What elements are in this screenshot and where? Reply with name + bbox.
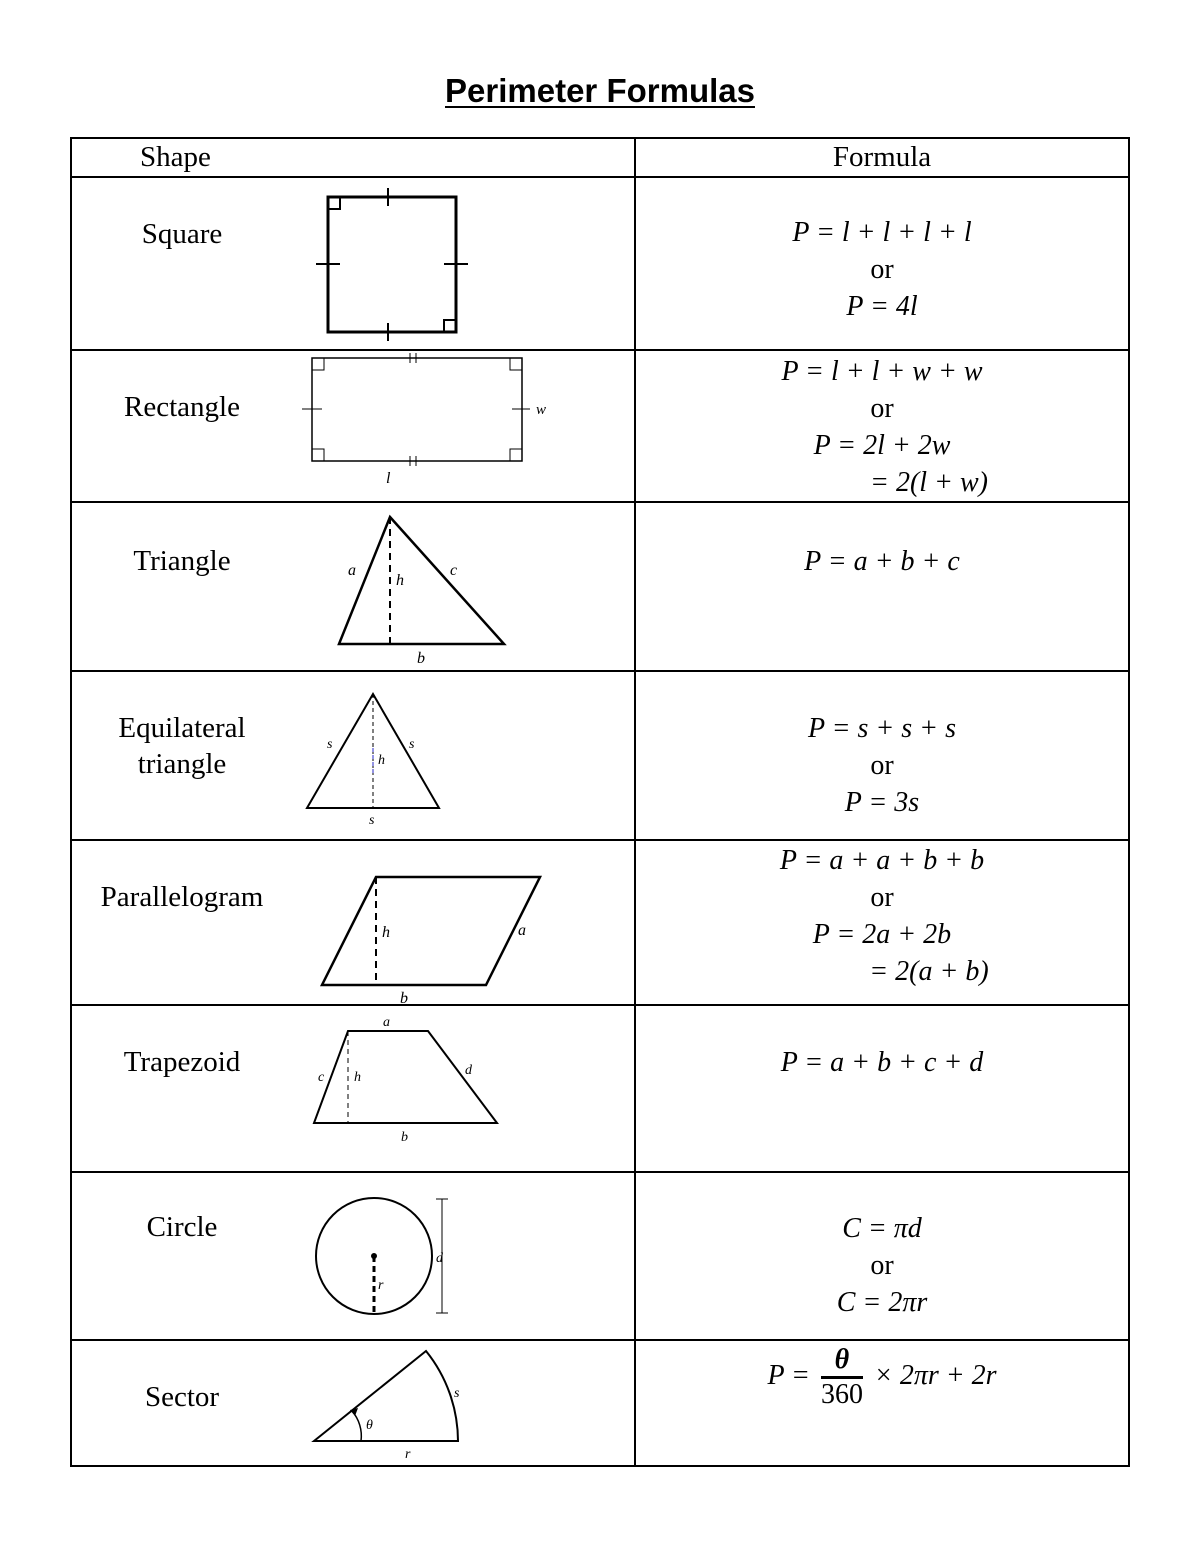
table-row [71,671,1129,840]
fraction-denominator: 360 [820,1379,863,1410]
shape-name: Rectangle [124,391,240,423]
table-row [71,840,1129,1005]
arc-s-label: s [454,1386,460,1401]
formula-line: P = s + s + s [808,713,956,744]
formula-cell [635,1340,1129,1466]
or-label: or [870,1250,894,1281]
formula-cell [635,840,1129,1005]
shape-name: Triangle [133,545,231,577]
side-c-label: c [318,1070,325,1085]
sector-figure [310,1345,480,1463]
base-s-label: s [369,813,375,828]
triangle-figure [332,513,512,668]
height-label: h [396,572,404,589]
table-row [71,350,1129,502]
or-label: or [870,750,894,781]
side-a-label: a [383,1015,390,1030]
shape-name: Square [141,218,223,250]
formula-line: P = a + a + b + b [779,845,985,876]
shape-column-header: Shape [71,138,635,177]
shape-cell [71,502,635,671]
side-b-label: b [417,650,425,667]
formula-line: P = 2l + 2w [813,430,951,461]
shape-cell [71,1005,635,1172]
formula-line: P = 3s [844,787,920,818]
formula-cell [635,350,1129,502]
formula-cell [635,1005,1129,1172]
side-a-label: a [348,562,356,579]
shape-cell [71,840,635,1005]
radius-label: r [378,1278,384,1293]
formula-line: P = a + b + c + d [780,1047,984,1078]
shape-cell [71,1172,635,1340]
shape-cell [71,1340,635,1466]
fraction-numerator: θ [821,1344,863,1379]
table-row [71,1340,1129,1466]
or-label: or [870,393,894,424]
shape-name: Circle [146,1211,218,1243]
parallelogram-figure [312,869,552,1007]
formula-lhs: P = [767,1359,810,1391]
length-label: l [386,470,391,487]
table-row [71,1005,1129,1172]
or-label: or [870,254,894,285]
shape-name: Sector [144,1381,220,1413]
height-label: h [354,1070,361,1085]
shape-cell [71,177,635,350]
shape-name: Parallelogram [100,881,264,913]
shape-name: Equilateral triangle [118,712,246,780]
side-s-label: s [327,737,333,752]
side-s-label: s [409,737,415,752]
shape-name: Trapezoid [123,1046,241,1078]
angle-label: θ [366,1418,373,1433]
formula-line: = 2(l + w) [870,467,988,498]
height-label: h [382,924,390,941]
table-row [71,502,1129,671]
formula-line: P = a + b + c [804,546,960,577]
formula-cell [635,671,1129,840]
side-d-label: d [465,1063,472,1078]
width-label: w [536,402,547,418]
side-a-label: a [518,922,526,939]
table-header-row [71,138,1129,177]
equilateral-triangle-figure [300,688,450,828]
diameter-label: d [436,1251,443,1266]
formula-line: P = 2a + 2b [812,919,952,950]
sector-formula [636,1341,1128,1411]
formula-rhs: × 2πr + 2r [873,1359,997,1391]
formula-column-header: Formula [635,138,1129,177]
side-b-label: b [401,1130,408,1145]
shape-cell [71,350,635,502]
formula-line: P = 4l [846,291,918,322]
formula-line: = 2(a + b) [869,956,989,987]
height-label: h [378,753,385,768]
formula-cell [635,1172,1129,1340]
rectangle-figure [300,353,560,489]
side-b-label: b [400,990,408,1007]
square-figure [310,188,470,348]
table-row [71,1172,1129,1340]
trapezoid-figure [306,1014,506,1154]
formula-line: P = l + l + w + w [781,356,983,387]
or-label: or [870,882,894,913]
formula-table [70,137,1130,1467]
formula-line: C = πd [842,1213,922,1244]
table-row [71,177,1129,350]
formula-cell [635,177,1129,350]
page-title: Perimeter Formulas [445,72,755,109]
formula-line: C = 2πr [836,1287,928,1318]
formula-cell [635,502,1129,671]
radius-label: r [405,1447,411,1462]
fraction [821,1344,863,1411]
formula-line: P = l + l + l + l [792,217,972,248]
circle-figure [310,1189,460,1323]
side-c-label: c [450,562,458,579]
shape-cell [71,671,635,840]
